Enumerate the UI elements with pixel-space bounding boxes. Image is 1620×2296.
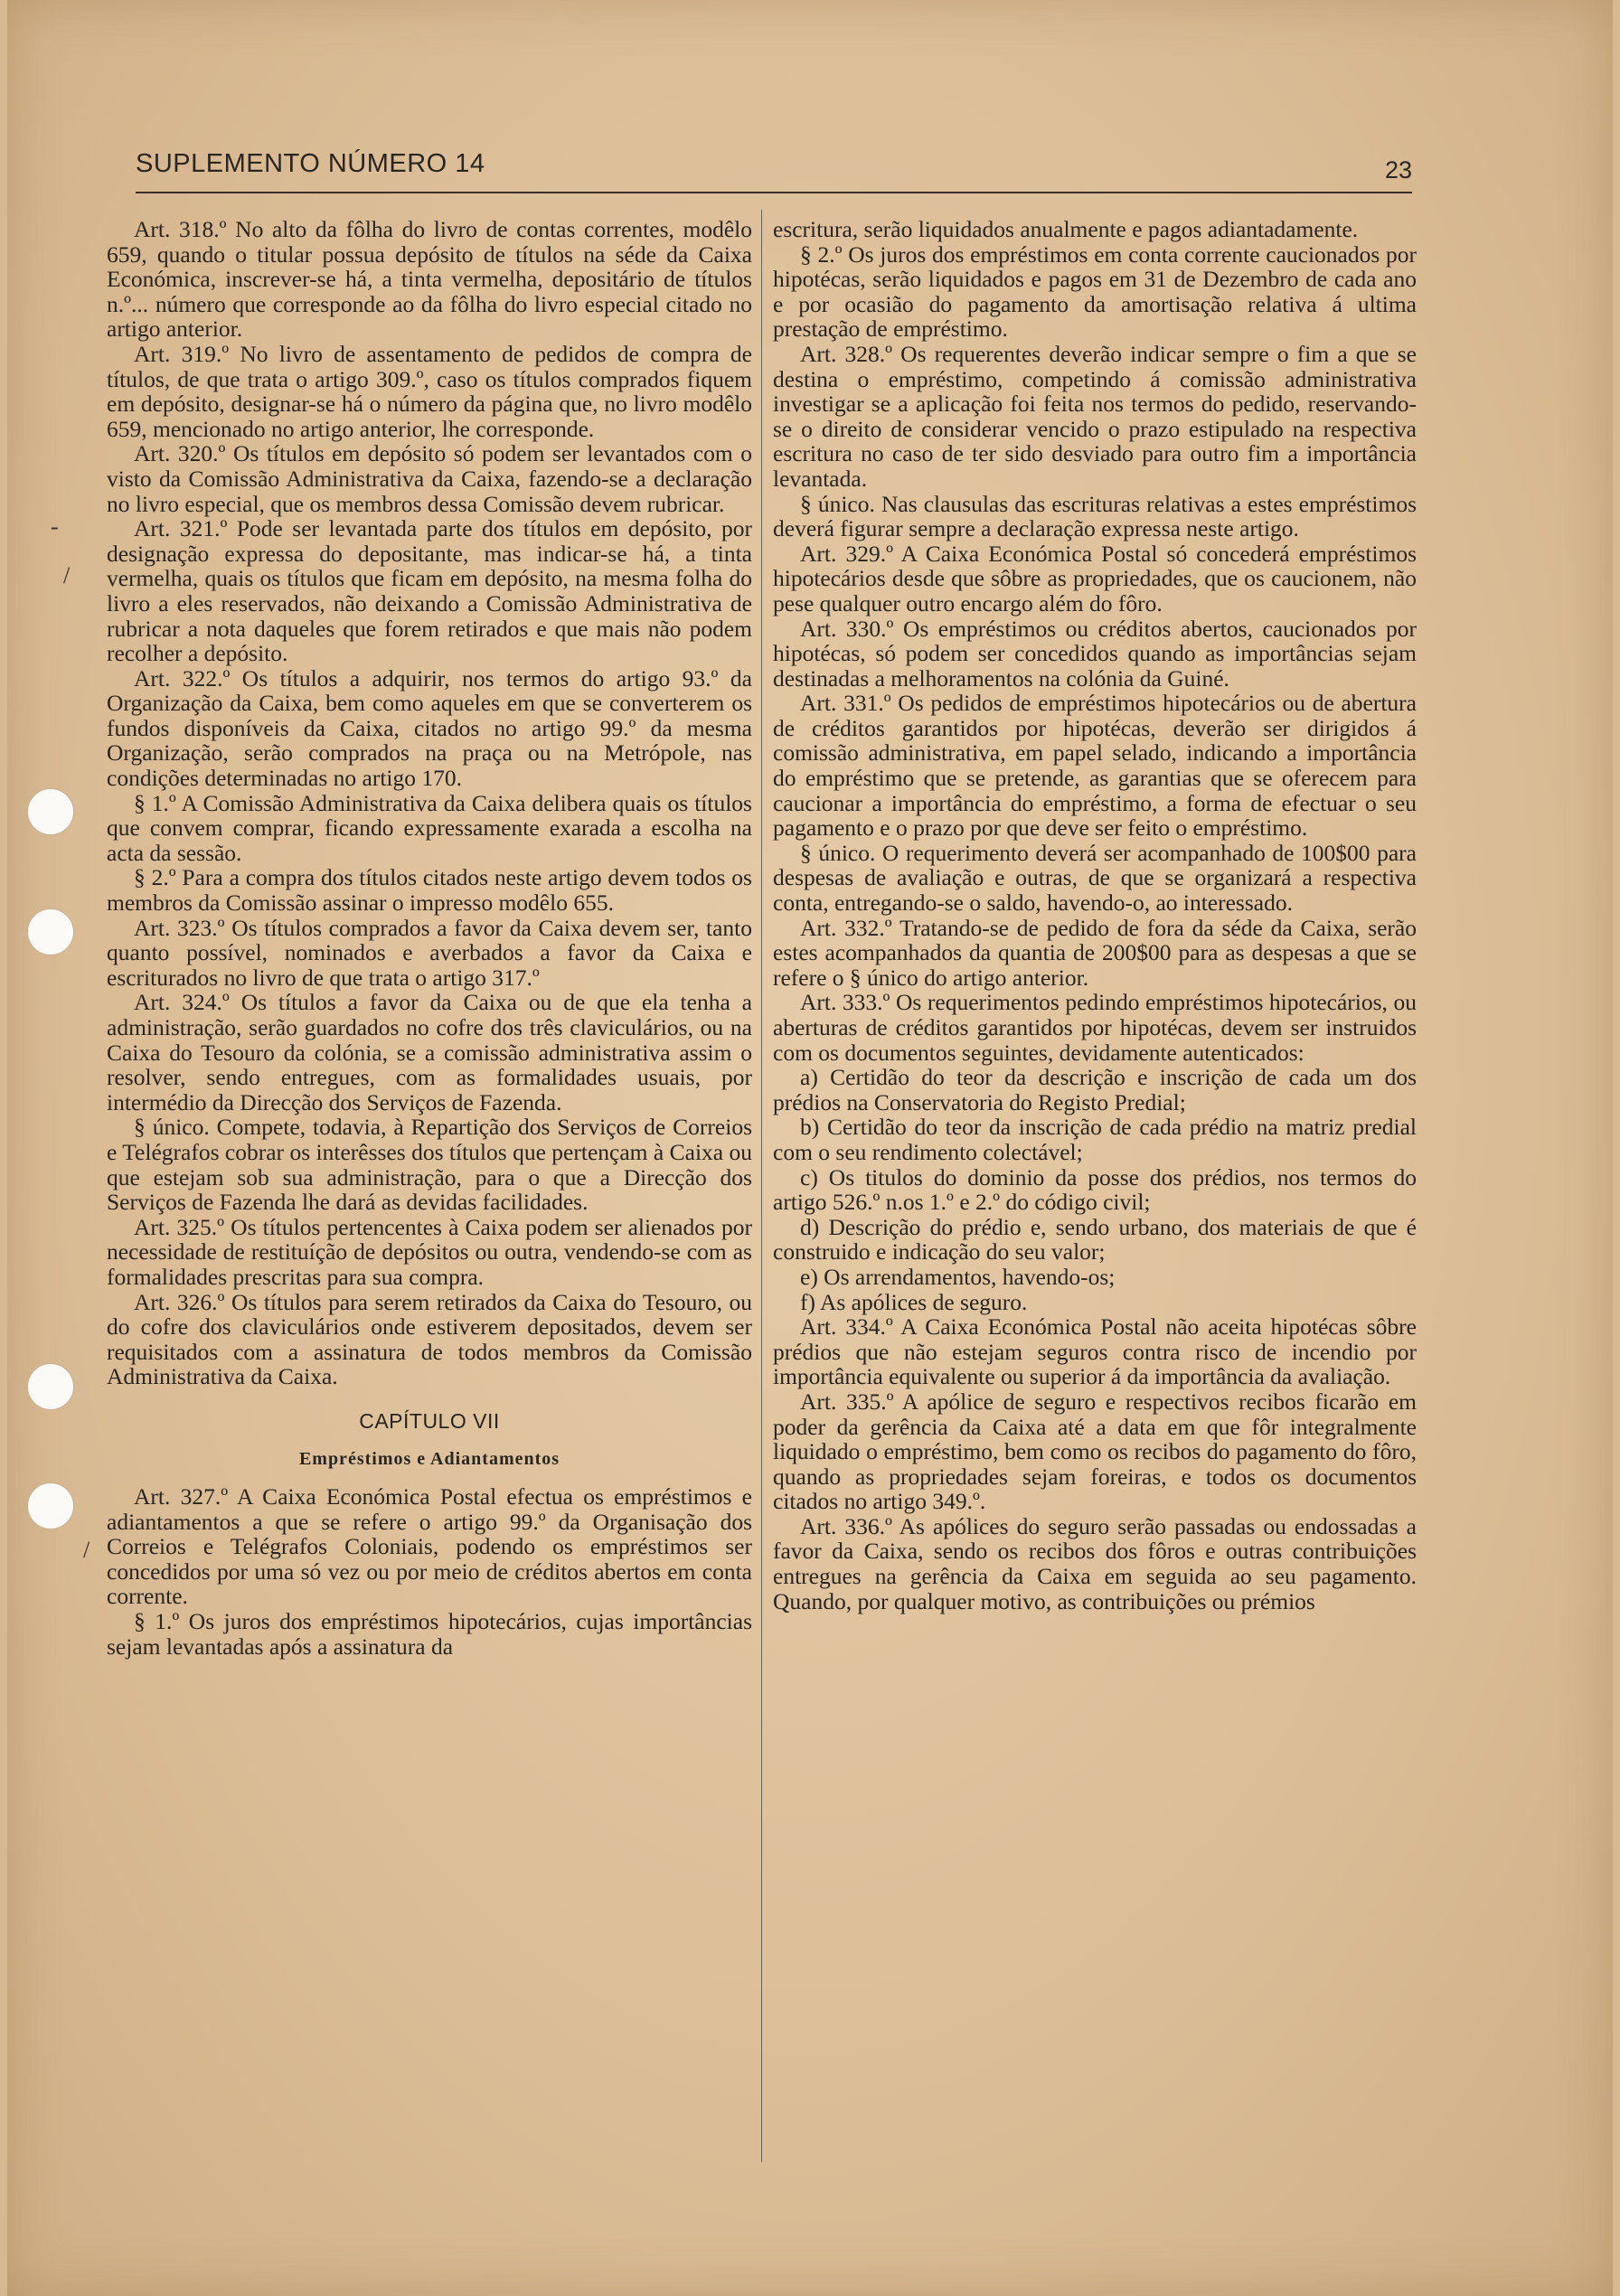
chapter-subtitle: Empréstimos e Adiantamentos — [298, 1448, 560, 1469]
paragraph: Art. 326.º Os títulos para serem retirados da Caixa do Tesouro, ou do cofre dos claviculários onde estiverem depositados, devem ser requisitados com a assinatura de todos membros da Comissão Administrativa da Caixa. — [107, 1288, 752, 1390]
stray-mark: - — [51, 513, 59, 540]
paragraph: § único. O requerimento deverá ser acompanhado de 100$00 para despesas de avaliação e outras, de que se organizará a respectiva conta, entregando-se o saldo, havendo-o, ao interessado. — [773, 839, 1417, 917]
paragraph: Art. 321.º Pode ser levantada parte dos títulos em depósito, por designação expressa do depositante, mas indicar-se há, a tinta vermelha, quais os títulos que ficam em depósito, na mesma folha do livro a eles reservados, não deixando a Comissão Administrativa de rubricar a nota daqueles que forem retirados e que mais não podem recolher a depósito. — [107, 515, 752, 667]
paragraph: Art. 329.º A Caixa Económica Postal só concederá empréstimos hipotecários desde que sôbre as propriedades, que os caucionem, não pese qualquer outro encargo além do fôro. — [773, 540, 1417, 616]
running-title: SUPLEMENTO NÚMERO 14 — [136, 149, 485, 178]
paragraph: escritura, serão liquidados anualmente e pagos adiantadamente. — [773, 216, 1359, 242]
paragraph: Art. 331.º Os pedidos de empréstimos hipotecários ou de abertura de créditos garantidos por hipotécas, deverão ser dirigidos á comissão administrativa, em papel selado, indicando a importância do empréstimo que se pretende, as garantias que se oferecem para caucionar a importância do empréstimo, a forma de efectuar o seu pagamento e o prazo por que deve ser feito o empréstimo. — [773, 690, 1417, 842]
punch-hole — [27, 1363, 74, 1410]
list-item: b) Certidão do teor da inscrição de cada prédio na matriz predial com o seu rendimento colectável; — [773, 1114, 1417, 1165]
paragraph: Art. 322.º Os títulos a adquirir, nos termos do artigo 93.º da Organização da Caixa, bem como aqueles em que se converterem os fundos disponíveis da Caixa, citados no artigo 99.º da mesma Organização, serão comprados na praça ou na Metrópole, nas condições determinadas no artigo 170. — [107, 664, 752, 792]
punch-hole — [27, 908, 74, 955]
list-item: a) Certidão do teor da descrição e inscrição de cada um dos prédios na Conservatoria do Registo Predial; — [773, 1064, 1417, 1115]
paragraph: § único. Nas clausulas das escrituras relativas a estes empréstimos deverá figurar sempre a declaração expressa neste artigo. — [773, 490, 1417, 542]
right-column — [773, 217, 1417, 1614]
paragraph: Art. 335.º A apólice de seguro e respectivos recibos ficarão em poder da gerência da Caixa até a data em que fôr integralmente liquidado o empréstimo, bem como os recibos do pagamento do fôro, quando as propriedades sejam foreiras, e todos os documentos citados no artigo 349.º. — [773, 1388, 1417, 1515]
page-header — [136, 149, 1412, 190]
punch-hole — [27, 788, 74, 835]
paragraph: Art. 336.º As apólices do seguro serão passadas ou endossadas a favor da Caixa, sendo os recibos dos fôros e outras contribuições entregues na gerência da Caixa em seguida ao seu pagamento. Quando, por qualquer motivo, as contribuições ou prémios — [773, 1512, 1417, 1614]
paragraph: § único. Compete, todavia, à Repartição dos Serviços de Correios e Telégrafos cobrar os interêsses dos títulos que pertençam à Caixa ou que estejam sob sua administração, para o que a Direcção dos Serviços de Fazenda lhe dará as devidas facilidades. — [107, 1114, 752, 1216]
punch-hole — [27, 1482, 74, 1529]
paragraph: Art. 330.º Os empréstimos ou créditos abertos, caucionados por hipotécas, só podem ser concedidos quando as importâncias sejam destinadas a melhoramentos na colónia da Guiné. — [773, 615, 1417, 692]
header-rule — [136, 192, 1412, 193]
paragraph: Art. 319.º No livro de assentamento de pedidos de compra de títulos, de que trata o artigo 309.º, caso os títulos comprados fiquem em depósito, designar-se há o número da página que, no livro modêlo 659, mencionado no artigo anterior, lhe corresponde. — [107, 340, 752, 442]
stray-mark: / — [63, 562, 71, 588]
paragraph: Art. 333.º Os requerimentos pedindo empréstimos hipotecários, ou aberturas de créditos garantidos por hipotécas, devem ser instruidos com os documentos seguintes, devidamente autenticados: — [773, 989, 1417, 1066]
paragraph: § 2.º Os juros dos empréstimos em conta corrente caucionados por hipotécas, serão liquidados e pagos em 31 de Dezembro de cada ano e por ocasião do pagamento da amortisação relativa á ultima prestação de empréstimo. — [773, 240, 1417, 343]
list-item: d) Descrição do prédio e, sendo urbano, dos materiais de que é construido e indicação do seu valor; — [773, 1213, 1417, 1266]
chapter-title: CAPÍTULO VII — [359, 1408, 500, 1433]
paragraph: § 1.º Os juros dos empréstimos hipotecários, cujas importâncias sejam levantadas após a assinatura da — [107, 1608, 752, 1660]
list-item: f) As apólices de seguro. — [800, 1288, 1028, 1315]
column-divider — [761, 210, 762, 2162]
page-number: 23 — [1384, 156, 1412, 183]
paragraph: Art. 328.º Os requerentes deverão indicar sempre o fim a que se destina o empréstimo, competindo á comissão administrativa investigar se a aplicação foi feita nos termos do pedido, reservando-se o direito de considerar vencido o prazo estipulado na respectiva escritura no caso de ter sido desviado para outro fim a importância levantada. — [773, 340, 1417, 492]
paragraph: Art. 327.º A Caixa Económica Postal efectua os empréstimos e adiantamentos a que se refere o artigo 99.º da Organisação dos Correios e Telégrafos Coloniais, podendo os empréstimos ser concedidos por uma só vez ou por meio de créditos abertos em conta corrente. — [107, 1483, 752, 1610]
paragraph: Art. 324.º Os títulos a favor da Caixa ou de que ela tenha a administração, serão guardados no cofre dos três claviculários, ou na Caixa do Tesouro da colónia, se a comissão administrativa assim o resolver, sendo entregues, com as formalidades usuais, por intermédio da Direcção dos Serviços de Fazenda. — [107, 989, 752, 1115]
paragraph: § 2.º Para a compra dos títulos citados neste artigo devem todos os membros da Comissão assinar o impresso modêlo 655. — [107, 864, 752, 917]
left-column — [107, 217, 752, 1659]
stray-mark: / — [83, 1537, 90, 1563]
list-item: e) Os arrendamentos, havendo-os; — [800, 1263, 1116, 1290]
paragraph: Art. 332.º Tratando-se de pedido de fora da séde da Caixa, serão estes acompanhados da quantia de 200$00 para as despesas a que se refere o § único do artigo anterior. — [773, 914, 1417, 991]
paragraph: Art. 323.º Os títulos comprados a favor da Caixa devem ser, tanto quanto possível, nominados e averbados a favor da Caixa e escriturados no livro de que trata o artigo 317.º — [107, 914, 752, 991]
list-item: c) Os titulos do dominio da posse dos prédios, nos termos do artigo 526.º n.os 1.º e 2.º do código civil; — [773, 1163, 1417, 1216]
paragraph: Art. 334.º A Caixa Económica Postal não aceita hipotécas sôbre prédios que não estejam seguros contra risco de incendio por importância equivalente ou superior á da importância da avaliação. — [773, 1313, 1417, 1390]
paragraph: Art. 318.º No alto da fôlha do livro de contas correntes, modêlo 659, quando o titular possua depósito de títulos na séde da Caixa Económica, inscrever-se há, a tinta vermelha, depositário de títulos n.º... número que corresponde ao da fôlha do livro especial citado no artigo anterior. — [107, 216, 752, 343]
paragraph: § 1.º A Comissão Administrativa da Caixa delibera quais os títulos que convem comprar, ficando expressamente exarada a escolha na acta da sessão. — [107, 789, 752, 866]
paragraph: Art. 325.º Os títulos pertencentes à Caixa podem ser alienados por necessidade de restituíção de depósitos ou outra, vendendo-se com as formalidades prescritas para sua compra. — [107, 1213, 752, 1290]
paragraph: Art. 320.º Os títulos em depósito só podem ser levantados com o visto da Comissão Administrativa da Caixa, fazendo-se a declaração no livro especial, que os membros dessa Comissão devem rubricar. — [107, 440, 752, 517]
